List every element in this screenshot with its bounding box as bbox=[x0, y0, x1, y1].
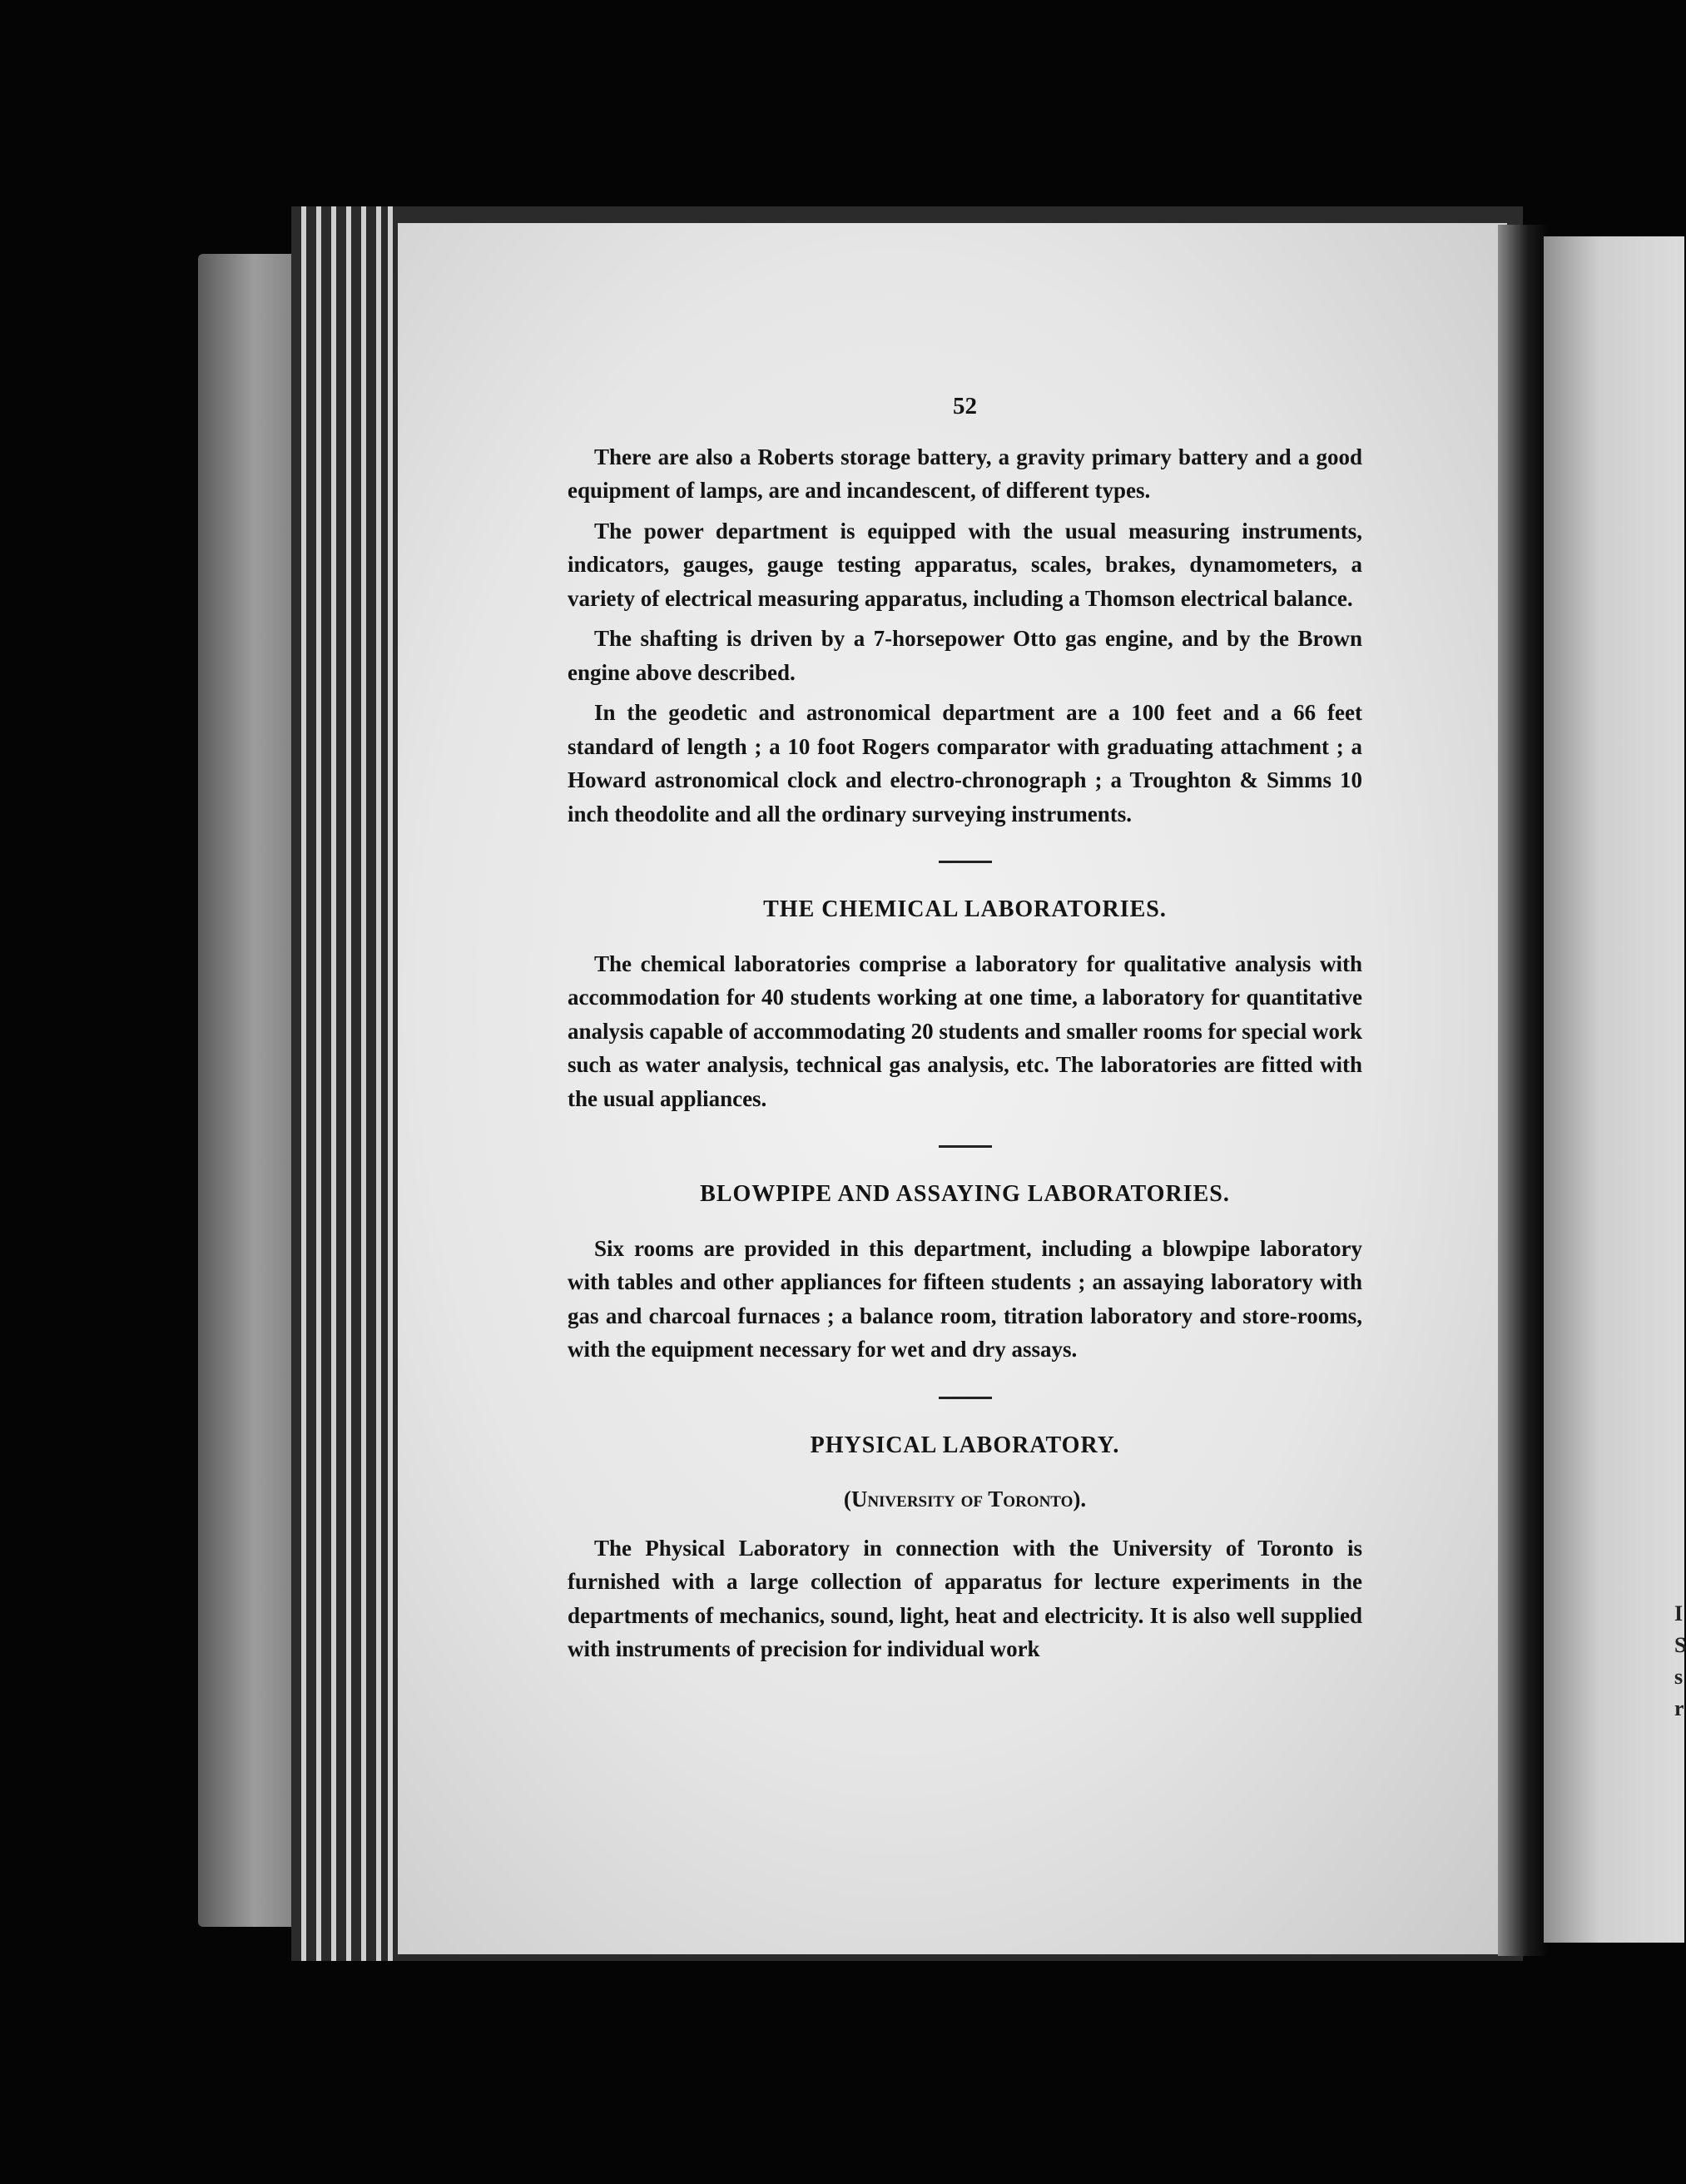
section-divider bbox=[939, 1397, 992, 1399]
page-number: 52 bbox=[953, 393, 977, 419]
section-subheading: (University of Toronto). bbox=[843, 1487, 1087, 1511]
page-content bbox=[568, 390, 1362, 1673]
facing-page bbox=[1544, 236, 1684, 1943]
paragraph: There are also a Roberts storage battery, a gravity primary battery and a good equipment of lamps, are and incandescent, of different types. bbox=[568, 444, 1362, 503]
section-heading: PHYSICAL LABORATORY. bbox=[810, 1432, 1120, 1458]
paragraph: The power department is equipped with the usual measuring instruments, indicators, gauges, gauge testing apparatus, scales, brakes, dynamometers, a variety of electrical measuring apparatus, including a Thomson electrical balance. bbox=[568, 518, 1362, 611]
section-body: Six rooms are provided in this department, including a blowpipe laboratory with tables and other appliances for fifteen students ; an assaying laboratory with gas and charcoal furnaces ; a balance room, titration laboratory and store-rooms, with the equipment necessary for wet and dry assays. bbox=[568, 1235, 1362, 1362]
section-divider bbox=[939, 861, 992, 863]
facing-page-text-fragment: I S s r bbox=[1674, 1601, 1686, 1720]
paragraph: In the geodetic and astronomical department are a 100 feet and a 66 feet standard of length ; a 10 foot Rogers comparator with graduating attachment ; a Howard astronomical clock and electro-chronograph ; a Troughton & Simms 10 inch theodolite and all the ordinary surveying instruments. bbox=[568, 700, 1362, 826]
book-gutter bbox=[1498, 225, 1548, 1956]
section-body: The Physical Laboratory in connection with the University of Toronto is furnished with a large collection of apparatus for lecture experiments in the departments of mechanics, sound, light, heat and electricity. It is also well supplied with instruments of precision for individual work bbox=[568, 1535, 1362, 1661]
section-body: The chemical laboratories comprise a laboratory for qualitative analysis with accommodation for 40 students working at one time, a laboratory for quantitative analysis capable of accommodating 20 students and smaller rooms for special work such as water analysis, technical gas analysis, etc. The laboratories are fitted with the usual appliances. bbox=[568, 951, 1362, 1111]
paragraph: The shafting is driven by a 7-horsepower Otto gas engine, and by the Brown engine above described. bbox=[568, 626, 1362, 685]
section-heading: THE CHEMICAL LABORATORIES. bbox=[763, 896, 1167, 922]
section-divider bbox=[939, 1145, 992, 1148]
section-heading: BLOWPIPE AND ASSAYING LABORATORIES. bbox=[700, 1181, 1230, 1207]
